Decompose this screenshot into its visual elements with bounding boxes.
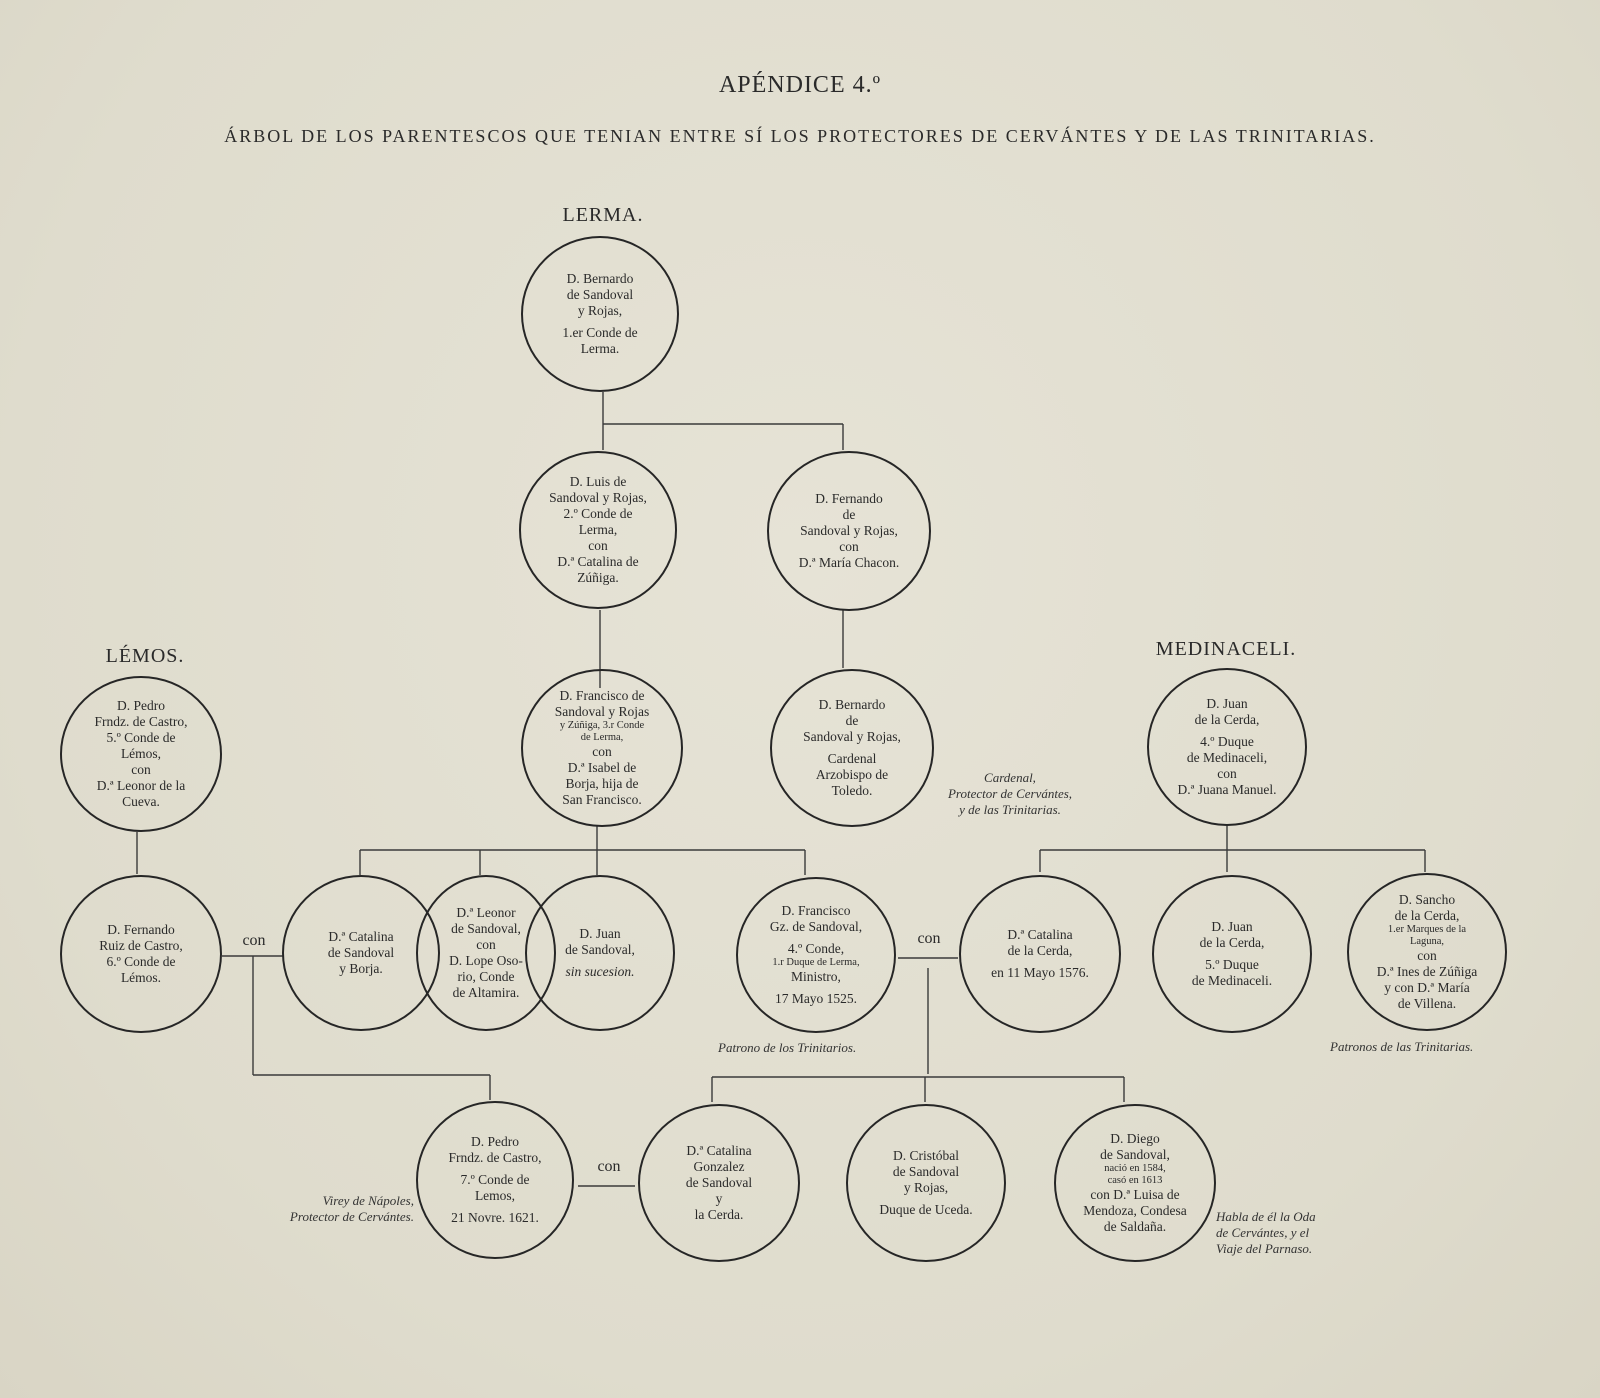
node-text: Cardenal [827,751,877,766]
note-line: Cardenal, [984,770,1036,785]
node-pedro-7-conde-lemos [416,1101,574,1259]
house-label-medinaceli: MEDINACELI. [1155,638,1297,660]
node-text: Sandoval y Rojas [554,704,650,719]
node-text: Sandoval y Rojas, [800,523,898,538]
node-text: D. Pedro [117,698,165,713]
note-line: Protector de Cervántes, [947,786,1073,801]
node-pedro-5-conde-lemos [60,676,222,832]
note-line: de Cervántes, y el [1216,1225,1310,1240]
node-text: y [715,1191,723,1206]
node-text: D.ª Leonor de la [96,778,186,793]
page-title: APÉNDICE 4.º [718,72,882,98]
node-text: Ruiz de Castro, [99,938,183,953]
node-francisco-4-conde-1-duque-lerma [736,877,896,1033]
node-text: Sandoval y Rojas, [803,729,901,744]
house-label-lemos: LÉMOS. [105,645,185,667]
node-text: con [588,538,608,553]
note-cardenal-protector [930,770,1090,818]
node-text: D.ª Catalina [686,1143,752,1158]
node-text: de Saldaña. [1103,1219,1167,1234]
node-text: Sandoval y Rojas, [549,490,647,505]
node-text: de Medinaceli, [1186,750,1268,765]
node-text: D. Bernardo [818,697,886,712]
node-text: D.ª Catalina de [557,554,639,569]
node-text: 1.er Marques de la [1387,924,1467,935]
note-line: Patrono de los Trinitarios. [718,1040,857,1055]
page-subtitle: ÁRBOL DE LOS PARENTESCOS QUE TENIAN ENTRE SÍ LOS PROTECTORES DE CERVÁNTES Y DE LAS TRINITARIAS. [224,126,1376,146]
node-text: y con D.ª María [1384,980,1470,995]
node-text: 1.er Conde de [562,325,638,340]
node-text: D. Lope Oso- [449,953,523,968]
house-label-lerma: LERMA. [562,204,644,226]
node-fernando-6-conde-lemos [60,875,222,1033]
note-line: Patronos de las Trinitarias. [1330,1039,1474,1054]
node-catalina-gonzalez-sandoval [638,1104,800,1262]
node-text: de la Cerda, [1194,712,1260,727]
node-text: D. Juan [1206,696,1248,711]
node-text: 7.º Conde de [460,1172,530,1187]
node-text: Lémos, [120,746,162,761]
node-text: y Rojas, [903,1180,949,1195]
node-text: de Medinaceli. [1191,973,1273,988]
note-line: Viaje del Parnaso. [1216,1241,1313,1256]
node-text: D. Juan [1211,919,1253,934]
node-text: Gonzalez [693,1159,745,1174]
node-text: D. Fernando [815,491,883,506]
node-text: 17 Mayo 1525. [774,991,858,1006]
node-text: Lerma. [580,341,620,356]
node-text: la Cerda. [694,1207,744,1222]
node-text: 4.º Duque [1200,734,1254,749]
con-label: con [242,932,266,949]
node-bernardo-1-conde-lerma [521,236,679,392]
node-text: 6.º Conde de [106,954,176,969]
node-text: Borja, hija de [565,776,639,791]
node-text: con [839,539,859,554]
node-text: de Sandoval [327,945,395,960]
node-catalina-de-la-cerda [959,875,1121,1033]
node-text: Frndz. de Castro, [448,1150,542,1165]
node-text: con [592,744,612,759]
node-text: y Borja. [339,961,383,976]
node-text: sin sucesion. [565,964,635,979]
node-text: Arzobispo de [815,767,889,782]
node-text: D. Juan [579,926,621,941]
node-text: D.ª Ines de Zúñiga [1376,964,1478,979]
node-text: de Lerma, [580,732,624,743]
node-text: D.ª María Chacon. [798,555,900,570]
node-text: 1.r Duque de Lerma, [772,957,860,968]
node-text: con [131,762,151,777]
note-line: Habla de él la Oda [1216,1209,1316,1224]
node-text: D.ª Catalina [328,929,394,944]
node-text: D. Luis de [569,474,627,489]
node-text: Lemos, [474,1188,516,1203]
note-patrono-trinitarios [718,1040,918,1056]
note-line: Virey de Nápoles, [322,1193,414,1208]
node-text: de Sandoval [685,1175,753,1190]
node-text: de Altamira. [452,985,520,1000]
note-virey-napoles [240,1193,414,1225]
node-text: Mendoza, Condesa [1083,1203,1187,1218]
node-text: Toledo. [831,783,873,798]
node-text: Ministro, [791,969,841,984]
node-francisco-3-conde-lerma [521,669,683,827]
node-text: 4.º Conde, [787,941,845,956]
node-text: D. Cristóbal [893,1148,959,1163]
node-text: casó en 1613 [1107,1175,1163,1186]
note-patronos-trinitarias [1330,1039,1530,1055]
node-text: con [1217,766,1237,781]
node-text: de la Cerda, [1199,935,1265,950]
node-text: D. Fernando [107,922,175,937]
node-text: Lémos. [120,970,162,985]
node-text: D.ª Isabel de [567,760,637,775]
node-cristobal-duque-uceda [846,1104,1006,1262]
node-text: D. Pedro [471,1134,519,1149]
node-text: de Sandoval, [1100,1147,1170,1162]
node-text: y Zúñiga, 3.r Conde [559,720,645,731]
node-fernando-sandoval-rojas [767,451,931,611]
node-text: D. Francisco de [559,688,645,703]
node-text: Laguna, [1409,936,1445,947]
node-text: 21 Novre. 1621. [451,1210,539,1225]
node-text: Frndz. de Castro, [94,714,188,729]
node-text: D.ª Leonor [456,905,516,920]
node-text: Duque de Uceda. [879,1202,973,1217]
node-text: 2.º Conde de [563,506,633,521]
node-text: D.ª Juana Manuel. [1177,782,1277,797]
node-text: con D.ª Luisa de [1090,1187,1180,1202]
node-juan-sandoval [525,875,675,1031]
node-sancho-de-la-cerda [1347,873,1507,1031]
node-text: Gz. de Sandoval, [769,919,863,934]
node-text: D. Bernardo [566,271,634,286]
node-text: de [842,507,856,522]
node-text: de Sandoval, [565,942,635,957]
node-juan-4-duque-medinaceli [1147,668,1307,826]
node-text: 5.º Conde de [106,730,176,745]
node-text: con [1417,948,1437,963]
node-text: con [476,937,496,952]
node-text: San Francisco. [562,792,642,807]
node-text: de Sandoval [892,1164,960,1179]
node-text: de Sandoval, [451,921,521,936]
note-line: Protector de Cervántes. [289,1209,414,1224]
note-habla-oda [1216,1209,1366,1257]
node-text: Lerma, [578,522,618,537]
node-text: D.ª Catalina [1007,927,1073,942]
node-text: 5.º Duque [1205,957,1259,972]
node-bernardo-cardenal [770,669,934,827]
node-diego-sandoval [1054,1104,1216,1262]
con-label: con [597,1158,621,1175]
node-text: de [845,713,859,728]
node-text: D. Sancho [1398,892,1456,907]
con-label: con [917,930,941,947]
node-text: en 11 Mayo 1576. [991,965,1089,980]
node-text: rio, Conde [457,969,515,984]
node-text: y Rojas, [577,303,623,318]
note-line: y de las Trinitarias. [959,802,1061,817]
node-luis-2-conde-lerma [519,451,677,609]
node-text: nació en 1584, [1104,1163,1166,1174]
node-text: de Sandoval [566,287,634,302]
node-juan-5-duque-medinaceli [1152,875,1312,1033]
node-text: Cueva. [122,794,160,809]
node-text: D. Francisco [781,903,851,918]
node-text: de Villena. [1397,996,1457,1011]
node-text: Zúñiga. [577,570,619,585]
node-text: de la Cerda, [1394,908,1460,923]
node-text: de la Cerda, [1007,943,1073,958]
node-text: D. Diego [1110,1131,1160,1146]
